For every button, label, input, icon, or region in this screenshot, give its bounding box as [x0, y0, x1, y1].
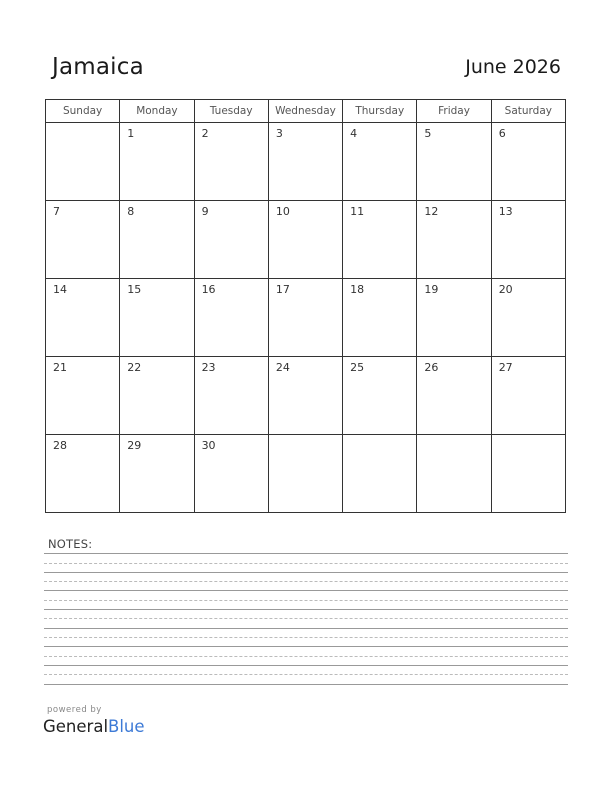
calendar-grid — [45, 99, 566, 513]
notes-line — [44, 609, 568, 610]
day-number: 22 — [127, 361, 142, 374]
day-number: 27 — [498, 361, 513, 374]
notes-line — [44, 572, 568, 573]
day-number: 12 — [424, 205, 439, 218]
day-cell — [417, 201, 491, 279]
day-number: 5 — [424, 127, 432, 140]
day-cell — [268, 357, 342, 435]
weekday-friday: Friday — [417, 100, 491, 123]
day-number: 25 — [350, 361, 365, 374]
day-number: 2 — [201, 127, 209, 140]
week-row — [46, 357, 566, 435]
day-number: 19 — [424, 283, 439, 296]
country-title: Jamaica — [52, 54, 144, 80]
weekday-monday: Monday — [120, 100, 194, 123]
week-row — [46, 123, 566, 201]
notes-line — [44, 553, 568, 554]
day-cell — [120, 123, 194, 201]
day-cell — [194, 357, 268, 435]
day-cell — [194, 201, 268, 279]
day-cell — [343, 123, 417, 201]
day-cell — [491, 357, 565, 435]
day-number: 24 — [275, 361, 290, 374]
day-number: 23 — [201, 361, 216, 374]
brand-blue: Blue — [108, 717, 145, 736]
week-row — [46, 435, 566, 513]
day-cell — [417, 123, 491, 201]
day-number: 6 — [498, 127, 506, 140]
day-number: 14 — [53, 283, 67, 296]
day-cell — [343, 435, 417, 513]
day-number — [46, 123, 119, 127]
notes-guide-line — [44, 618, 568, 619]
notes-line — [44, 665, 568, 666]
weekday-sunday: Sunday — [46, 100, 120, 123]
day-number: 3 — [275, 127, 283, 140]
day-number — [492, 435, 565, 439]
day-cell — [46, 435, 120, 513]
notes-line — [44, 590, 568, 591]
day-cell — [120, 279, 194, 357]
notes-guide-line — [44, 674, 568, 675]
notes-line — [44, 628, 568, 629]
day-cell — [46, 123, 120, 201]
day-number: 11 — [350, 205, 365, 218]
day-number: 9 — [201, 205, 209, 218]
notes-guide-line — [44, 600, 568, 601]
day-number: 26 — [424, 361, 439, 374]
week-row — [46, 201, 566, 279]
day-number: 28 — [53, 439, 67, 452]
day-number: 10 — [275, 205, 290, 218]
notes-guide-line — [44, 563, 568, 564]
day-cell — [343, 279, 417, 357]
day-cell — [268, 201, 342, 279]
day-number: 8 — [127, 205, 135, 218]
day-cell — [268, 279, 342, 357]
day-cell — [46, 357, 120, 435]
notes-guide-line — [44, 656, 568, 657]
day-number: 17 — [275, 283, 290, 296]
notes-guide-line — [44, 637, 568, 638]
month-title: June 2026 — [465, 56, 561, 78]
day-cell — [491, 201, 565, 279]
brand-general: General — [43, 717, 109, 736]
day-cell — [46, 279, 120, 357]
day-number: 30 — [201, 439, 216, 452]
day-number: 21 — [53, 361, 67, 374]
day-cell — [268, 123, 342, 201]
weekday-saturday: Saturday — [491, 100, 565, 123]
day-cell — [120, 357, 194, 435]
day-cell — [417, 357, 491, 435]
day-number: 13 — [498, 205, 513, 218]
day-number — [269, 435, 342, 439]
day-cell — [194, 435, 268, 513]
notes-guide-line — [44, 581, 568, 582]
weekday-wednesday: Wednesday — [268, 100, 342, 123]
day-cell — [120, 435, 194, 513]
day-number: 29 — [127, 439, 142, 452]
weekday-tuesday: Tuesday — [194, 100, 268, 123]
day-number: 4 — [350, 127, 358, 140]
day-number: 1 — [127, 127, 135, 140]
day-number: 20 — [498, 283, 513, 296]
day-cell — [491, 123, 565, 201]
brand-logo — [43, 717, 145, 736]
day-number: 18 — [350, 283, 365, 296]
day-cell — [194, 123, 268, 201]
day-cell — [343, 201, 417, 279]
day-number — [417, 435, 490, 439]
day-cell — [120, 201, 194, 279]
day-number — [343, 435, 416, 439]
day-cell — [194, 279, 268, 357]
powered-by-text: powered by — [47, 705, 102, 715]
day-cell — [491, 435, 565, 513]
day-cell — [343, 357, 417, 435]
weekday-thursday: Thursday — [343, 100, 417, 123]
week-row — [46, 279, 566, 357]
day-cell — [46, 201, 120, 279]
day-number: 15 — [127, 283, 142, 296]
notes-line — [44, 646, 568, 647]
day-cell — [417, 435, 491, 513]
day-number: 7 — [53, 205, 60, 218]
weekday-header-row — [46, 100, 566, 123]
notes-label: NOTES: — [48, 537, 93, 551]
notes-line — [44, 684, 568, 685]
day-cell — [268, 435, 342, 513]
day-cell — [417, 279, 491, 357]
day-cell — [491, 279, 565, 357]
day-number: 16 — [201, 283, 216, 296]
